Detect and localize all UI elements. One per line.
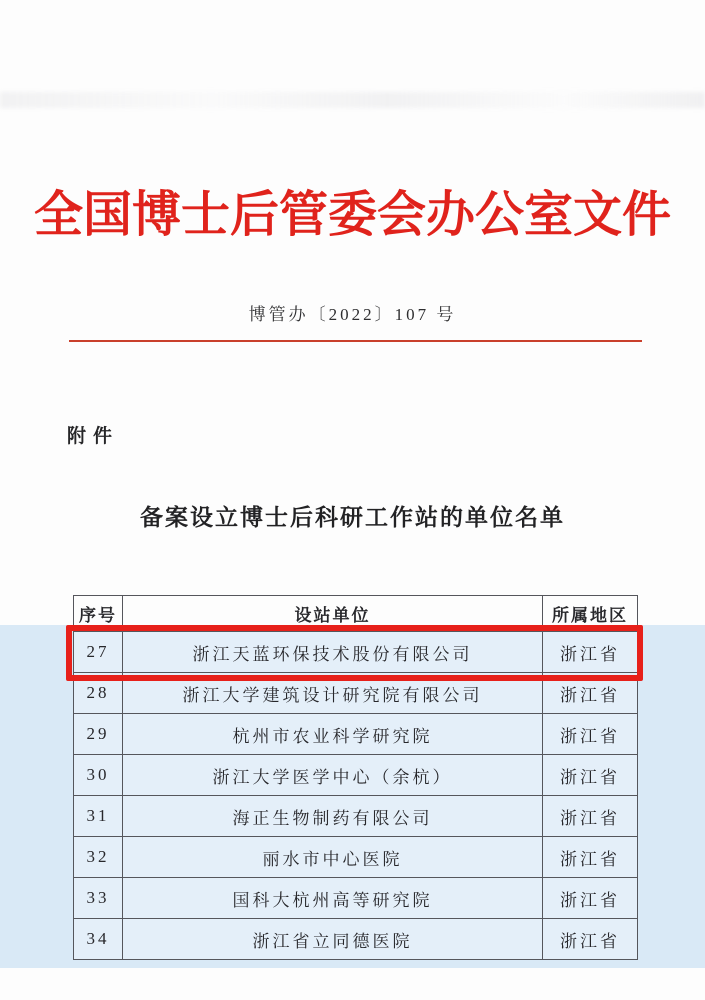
cell-region: 浙江省 [543,673,638,714]
cell-unit: 杭州市农业科学研究院 [123,714,543,755]
cell-unit: 海正生物制药有限公司 [123,796,543,837]
cell-region: 浙江省 [543,837,638,878]
col-header-region: 所属地区 [543,596,638,632]
table-row [74,755,638,796]
cell-region: 浙江省 [543,632,638,673]
cell-region: 浙江省 [543,919,638,960]
table-row [74,796,638,837]
cell-region: 浙江省 [543,796,638,837]
document-title: 全国博士后管委会办公室文件 [33,187,671,242]
table-title: 备案设立博士后科研工作站的单位名单 [140,505,565,530]
cell-unit: 国科大杭州高等研究院 [123,878,543,919]
cell-no: 29 [74,714,123,755]
scan-smudge [0,92,705,108]
cell-region: 浙江省 [543,755,638,796]
cell-region: 浙江省 [543,878,638,919]
col-header-no: 序号 [74,596,123,632]
document-number: 博管办〔2022〕107 号 [248,305,457,324]
table-row [74,714,638,755]
table-row [74,878,638,919]
cell-region: 浙江省 [543,714,638,755]
table-row [74,919,638,960]
cell-unit: 浙江天蓝环保技术股份有限公司 [123,632,543,673]
cell-unit: 丽水市中心医院 [123,837,543,878]
units-table [73,595,638,960]
cell-no: 27 [74,632,123,673]
cell-no: 31 [74,796,123,837]
col-header-unit: 设站单位 [123,596,543,632]
attachment-label: 附件 [67,426,120,447]
cell-unit: 浙江省立同德医院 [123,919,543,960]
table-header-row [74,596,638,632]
table-row [74,673,638,714]
cell-unit: 浙江大学医学中心（余杭） [123,755,543,796]
red-divider-rule [69,340,642,342]
cell-unit: 浙江大学建筑设计研究院有限公司 [123,673,543,714]
cell-no: 33 [74,878,123,919]
cell-no: 34 [74,919,123,960]
units-table-body [74,632,638,960]
cell-no: 32 [74,837,123,878]
table-row [74,632,638,673]
table-row [74,837,638,878]
cell-no: 30 [74,755,123,796]
cell-no: 28 [74,673,123,714]
